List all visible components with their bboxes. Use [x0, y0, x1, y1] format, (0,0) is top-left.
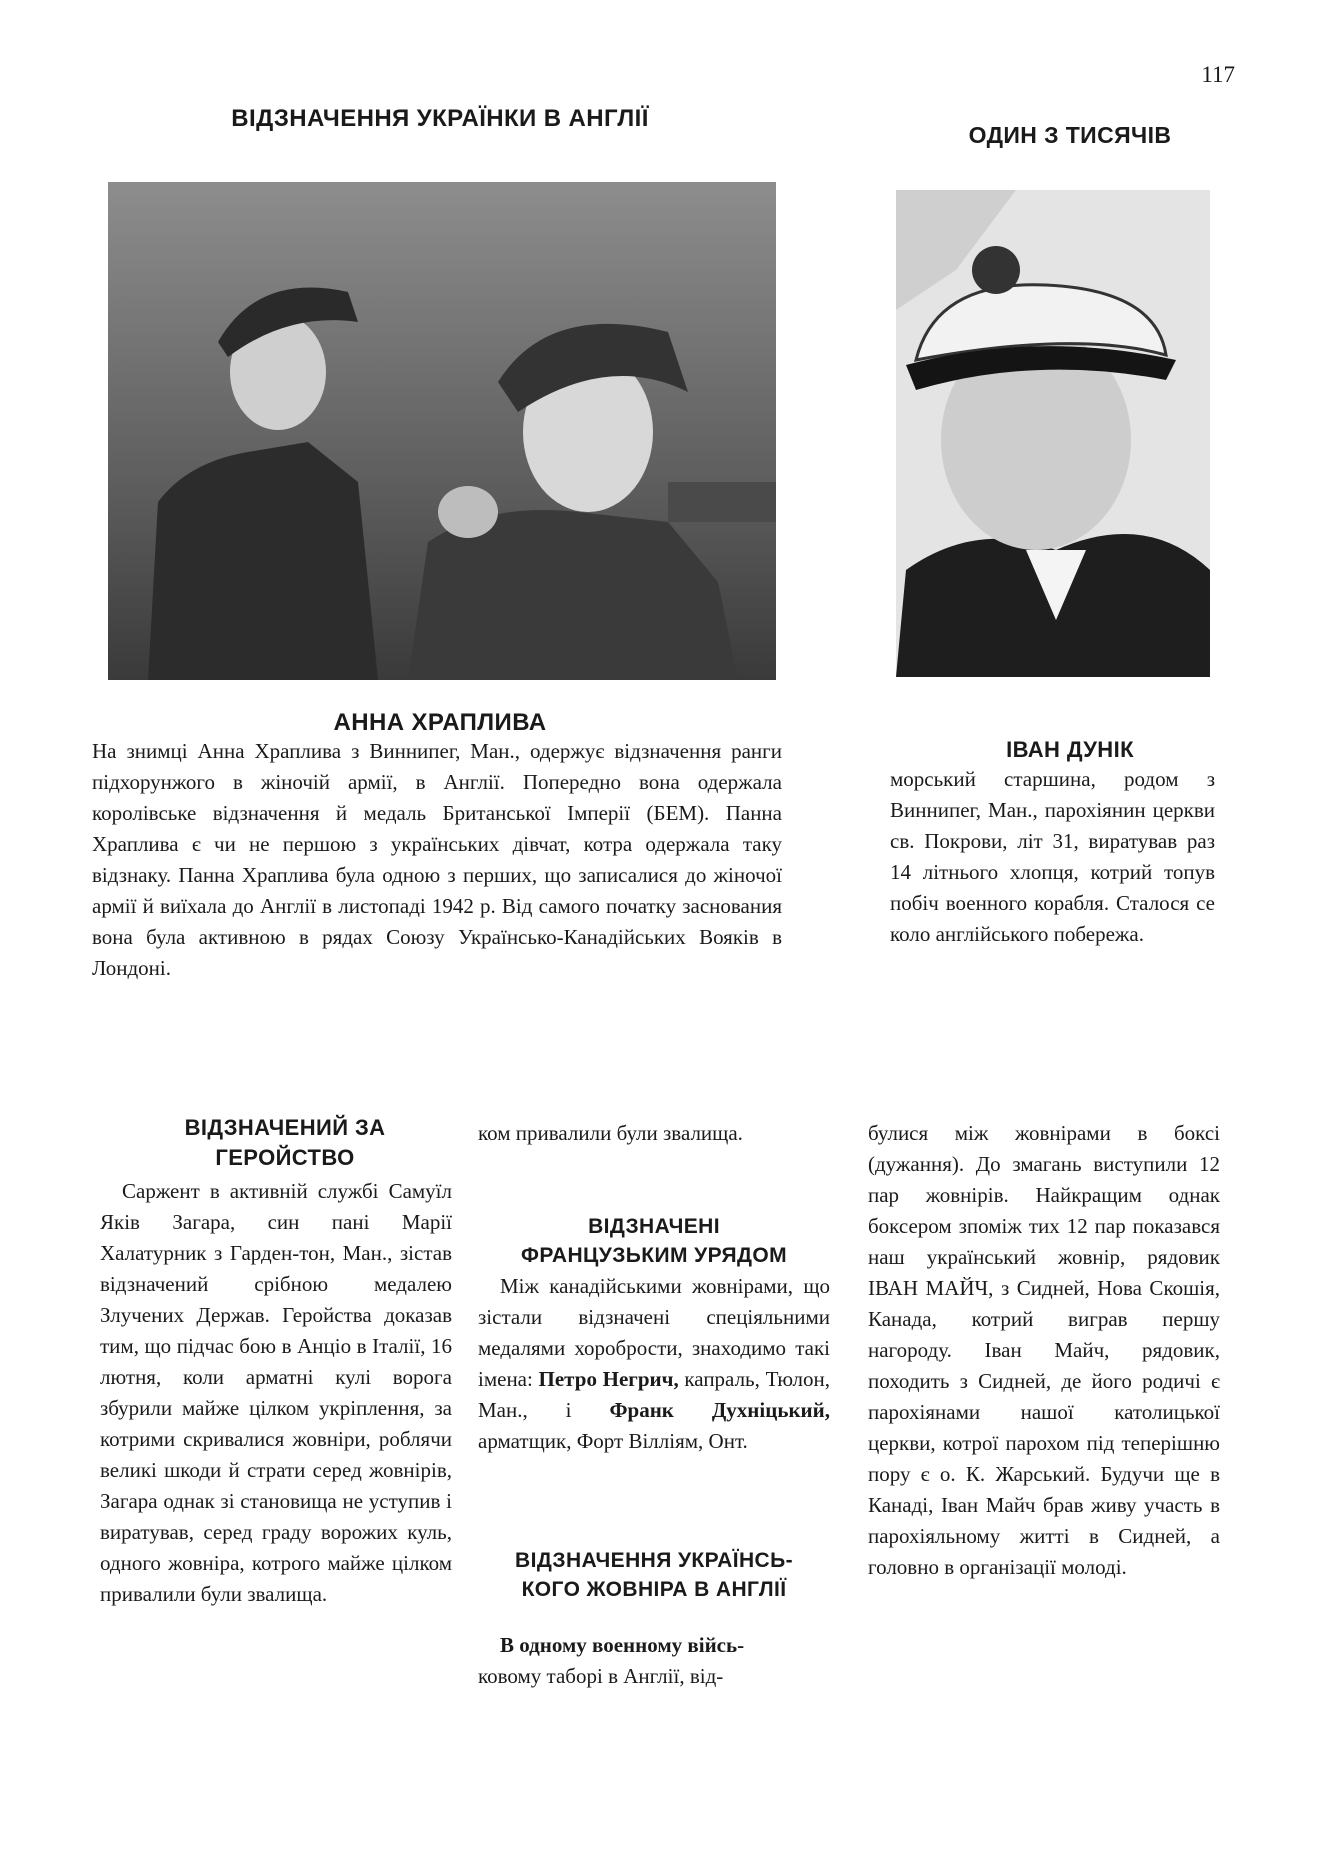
col1-title-line1: ВІДЗНАЧЕНИЙ ЗА: [184, 1115, 386, 1140]
left-article-title: ВІДЗНАЧЕННЯ УКРАЇНКИ В АНГЛІЇ: [231, 105, 649, 132]
col2-name1: Петро Негрич,: [538, 1367, 679, 1391]
left-photo-name: АННА ХРАПЛИВА: [333, 709, 547, 736]
col3-text: булися між жовнірами в боксі (дужання). До змагань виступили 12 пар жовнірів. Найкращим однак боксером зпоміж тих 12 пар показався наш український жовнір, рядовик ІВАН МАЙЧ, з Сидней, Нова Скошія, Канада, котрий виграв першу нагороду. Іван Майч, рядовик, походить з Сидней, де його родичі є парохіянами нашої католицької церкви, котрої парохом під теперішню пору є о. К. Жарський. Будучи ще в Канаді, Іван Майч брав живу участь в парохіяльному житті в Сидней, а головно в організації молоді.: [868, 1121, 1220, 1579]
col2-text3-rest: ковому таборі в Англії, від-: [478, 1664, 724, 1688]
col2-text2-part2: капраль, Тюлон, Ман., і: [478, 1367, 830, 1422]
col2-name2: Франк Духніцький,: [609, 1398, 830, 1422]
col2-title3-line1: ВІДЗНАЧЕННЯ УКРАЇНСЬ-: [515, 1549, 793, 1572]
page-number: 117: [1201, 62, 1235, 87]
col2-text2: [478, 1271, 830, 1457]
col2-title2-line2: ФРАНЦУЗЬКИМ УРЯДОМ: [521, 1244, 787, 1267]
col2-text2-part3: арматщик, Форт Вілліям, Онт.: [478, 1429, 748, 1453]
col1-title-line2: ГЕРОЙСТВО: [215, 1145, 355, 1170]
photo-ivan-dunik: [896, 190, 1210, 677]
col2-title3-line2: КОГО ЖОВНІРА В АНГЛІЇ: [521, 1578, 787, 1601]
right-article-title: ОДИН З ТИСЯЧІВ: [968, 122, 1172, 148]
col1-text: Саржент в активній службі Самуїл Яків Загара, син пані Марії Халатурник з Гарден-тон, Ман., зістав відзначений срібною медалею Злучених Держав. Геройства доказав тим, що підчас бою в Анціо в Італії, 16 лютня, коли арматні кулі ворога збурили майже цілком укріплення, за котрими скривалися жовніри, роблячи великі шкоди й страти серед жовнірів, Загара однак зі становища не уступив і виратував, серед граду ворожих куль, одного жовніра, котрого майже цілком привалили були звалища.: [100, 1179, 452, 1606]
col2-text3: [478, 1630, 830, 1692]
photo-anna-khraplyva: [108, 182, 776, 680]
col2-title2-line1: ВІДЗНАЧЕНІ: [588, 1215, 720, 1238]
col2-text2-part1: Між канадійськими жовнірами, що зістали відзначені спеціяльними медалями хоробрости, знаходимо такі імена:: [478, 1274, 830, 1391]
col2-continuation: ком привалили були звалища.: [478, 1121, 743, 1145]
col2-text3-bold: В одному военному війсь-: [500, 1633, 745, 1657]
right-photo-name: ІВАН ДУНІК: [1006, 737, 1134, 762]
left-caption: На знимці Анна Храплива з Виннипег, Ман., одержує відзначення ранги підхорунжого в жіночій армії, в Англії. Попередно вона одержала королівське відзначення й медаль Британської Імперії (БЕМ). Панна Храплива є чи не першою з українських дівчат, котра одержала таку відзнаку. Панна Храплива була одною з перших, що записалися до жіночої армії й виїхала до Англії в листопаді 1942 р. Від самого початку заснования вона була активною в рядах Союзу Українсько-Канадійських Вояків в Лондоні.: [92, 739, 782, 980]
right-caption: морський старшина, родом з Виннипег, Ман., парохіянин церкви св. Покрови, літ 31, виратував раз 14 літнього хлопця, котрий топув побіч военного корабля. Сталося се коло англійського побережа.: [890, 767, 1215, 946]
